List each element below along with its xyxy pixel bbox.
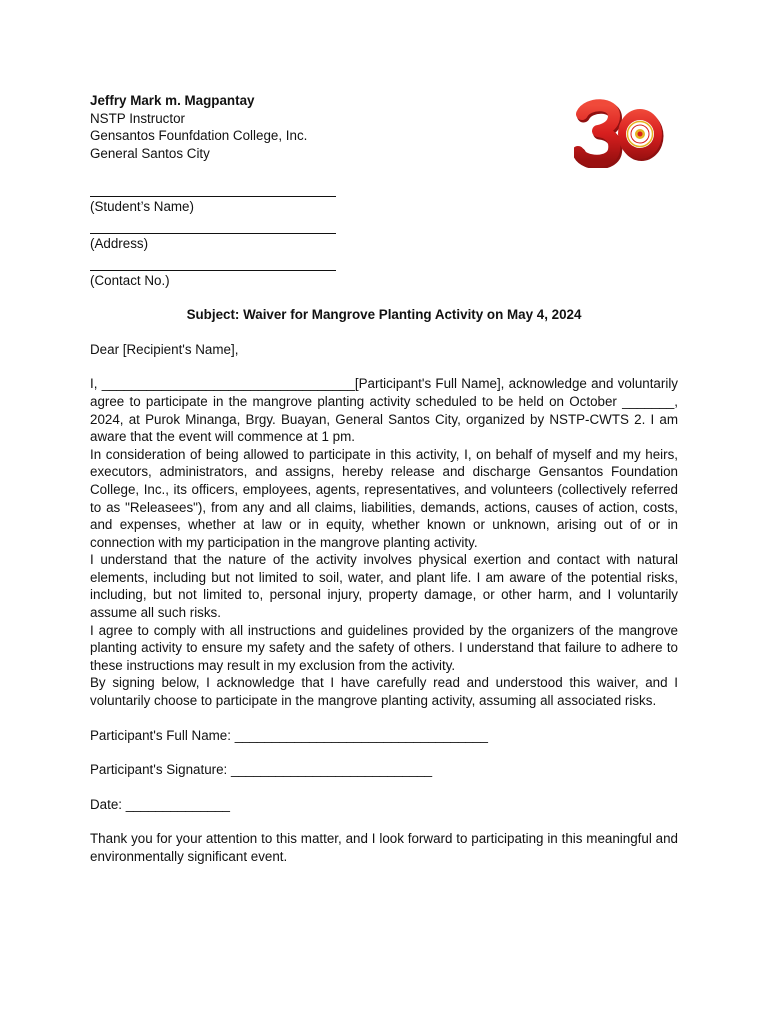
paragraph-compliance: I agree to comply with all instructions and guidelines provided by the organizers of the mangrove planting activity to ensure my safety and the safety of others. I understand that failure to adhere to these instructions may result in my exclusion from the activity. <box>90 622 678 673</box>
student-name-caption: (Student’s Name) <box>90 199 194 215</box>
paragraph-risks: I understand that the nature of the activity involves physical exertion and contact with natural elements, including but not limited to soil, water, and plant life. I am aware of the potential risks, including, but not limited to, personal injury, property damage, or other harm, and I voluntarily assume all such risks. <box>90 552 678 621</box>
address-blank <box>90 217 336 234</box>
closing-paragraph: Thank you for your attention to this matter, and I look forward to participating in this meaningful and environmentally significant event. <box>90 831 678 864</box>
paragraph-acknowledgement: I, __________________________________[Participant's Full Name], acknowledge and voluntarily agree to participate in the mangrove planting activity scheduled to be held on October _______, 2024, at Purok Minanga, Brgy. Buayan, General Santos City, organized by NSTP-CWTS 2. I am aware that the event will commence at 1 pm. <box>90 376 678 445</box>
sender-institution: Gensantos Founfdation College, Inc. <box>90 128 308 144</box>
contact-blank <box>90 254 336 271</box>
subject-line: Subject: Waiver for Mangrove Planting Activity on May 4, 2024 <box>186 307 582 323</box>
salutation: Dear [Recipient's Name], <box>90 341 239 357</box>
contact-caption: (Contact No.) <box>90 272 170 288</box>
sender-city: General Santos City <box>90 145 210 161</box>
waiver-body <box>90 375 678 709</box>
paragraph-signing: By signing below, I acknowledge that I have carefully read and understood this waiver, and I voluntarily choose to participate in the mangrove planting activity, assuming all associated risks. <box>90 675 678 709</box>
full-name-field: Participant's Full Name: __________________________________ <box>90 727 488 743</box>
sender-name: Jeffry Mark m. Magpantay <box>90 93 255 108</box>
sender-title: NSTP Instructor <box>90 110 186 126</box>
student-name-blank <box>90 180 336 197</box>
signature-field: Participant's Signature: ___________________________ <box>90 762 433 778</box>
waiver-letter <box>90 92 678 866</box>
recipient-fields <box>90 180 678 289</box>
date-field: Date: ______________ <box>90 796 230 812</box>
address-caption: (Address) <box>90 235 149 251</box>
paragraph-release: In consideration of being allowed to participate in this activity, I, on behalf of myself and my heirs, executors, administrators, and assigns, hereby release and discharge Gensantos Foundation College, Inc., its officers, employees, agents, representatives, and volunteers (collectively referred to as "Releasees"), from any and all claims, liabilities, demands, actions, causes of action, costs, and expenses, whether at law or in equity, whether known or unknown, arising out of or in connection with my participation in the mangrove planting activity. <box>90 446 678 550</box>
sender-block <box>90 92 678 162</box>
